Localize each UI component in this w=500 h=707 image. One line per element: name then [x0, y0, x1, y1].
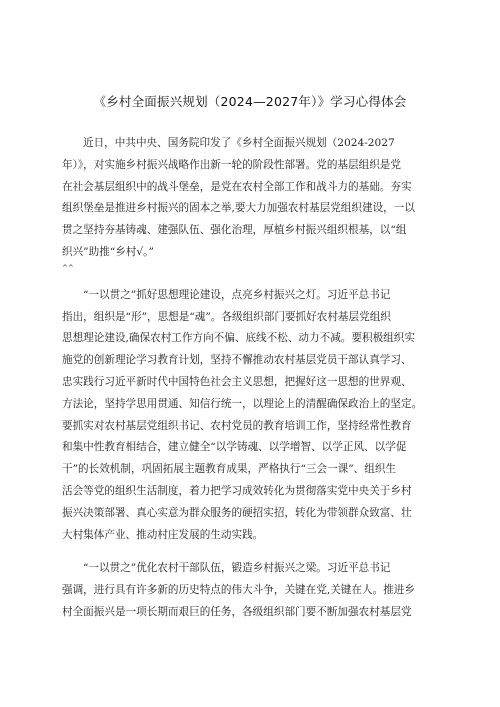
paragraph-line: 贯之坚持夯基铸魂、建强队伍、强化治理，厚植乡村振兴组织根基，以“组: [62, 224, 407, 237]
paragraph-spacer: [62, 546, 462, 558]
paragraph-line: 织兴”助推“乡村√。”: [62, 245, 154, 258]
paragraph-line: 村全面振兴是一项长期而艰巨的任务，各级组织部门要不断加强农村基层党: [62, 605, 412, 618]
paragraph-line: 近日，中共中央、国务院印发了《乡村全面振兴规划（2024-2027: [83, 137, 395, 149]
paragraph-line: 大村集体产业、推动村庄发展的生动实践。: [62, 528, 264, 541]
document-body: [62, 133, 462, 624]
paragraph-line: 组织堡垒是推进乡村振兴的固本之举,要大力加强农村基层党组织建设，一以: [62, 202, 415, 215]
paragraph: [62, 285, 462, 547]
paragraph-line: “一以贯之”抓好思想理论建设，点亮乡村振兴之灯。习近平总书记: [83, 288, 391, 301]
paragraph-line: 思想理论建设,确保农村工作方向不偏、底线不松、动力不减。要积极组织实: [62, 332, 415, 345]
paragraph-line: 振兴决策部署、真心实意为群众服务的硬招实招，转化为带领群众致富、壮: [62, 506, 412, 519]
paragraph-line: 要抓实对农村基层党组织书记、农村党员的教育培训工作，坚持经常性教育: [62, 419, 412, 432]
paragraph-line: “一以贯之”优化农村干部队伍，锻造乡村振兴之梁。习近平总书记: [83, 562, 391, 575]
paragraph-line: 指出，组织是“形”，思想是“魂”。各级组织部门要抓好农村基层党组织: [62, 310, 391, 323]
paragraph-line: 活会等党的组织生活制度，着力把学习成效转化为贯彻落实党中央关于乡村: [62, 484, 412, 497]
paragraph-line: 方法论，坚持学思用贯通、知信行统一，以理论上的清醒确保政治上的坚定。: [62, 397, 423, 410]
paragraph-spacer: [62, 273, 462, 285]
paragraph-line: 施党的创新理论学习教育计划，坚持不懈推动农村基层党员干部认真学习、: [62, 354, 412, 367]
paragraph-line: 年）》，对实施乡村振兴战略作出新一轮的阶段性部署。党的基层组织是党: [62, 158, 401, 171]
paragraph-line: 干”的长效机制，巩固拓展主题教育成果，严格执行“三会一课”、组织生: [62, 463, 397, 476]
paragraph-line: 忠实践行习近平新时代中国特色社会主义思想，把握好这一思想的世界观、: [62, 375, 412, 388]
paragraph: [62, 133, 462, 273]
document-title: 《乡村全面振兴规划（2024—2027年）》学习心得体会: [93, 94, 407, 109]
paragraph-line: 强调，进行具有许多新的历史特点的伟大斗争，关键在党,关键在人。推进乡: [62, 584, 415, 597]
margin-mark: ^^: [62, 263, 74, 272]
paragraph-line: 和集中性教育相结合，建立健全“以学铸魂、以学增智、以学正风、以学促: [62, 441, 407, 454]
paragraph: [62, 558, 462, 623]
paragraph-line: 在社会基层组织中的战斗堡垒，是党在农村全部工作和战斗力的基础。夯实: [62, 180, 412, 193]
